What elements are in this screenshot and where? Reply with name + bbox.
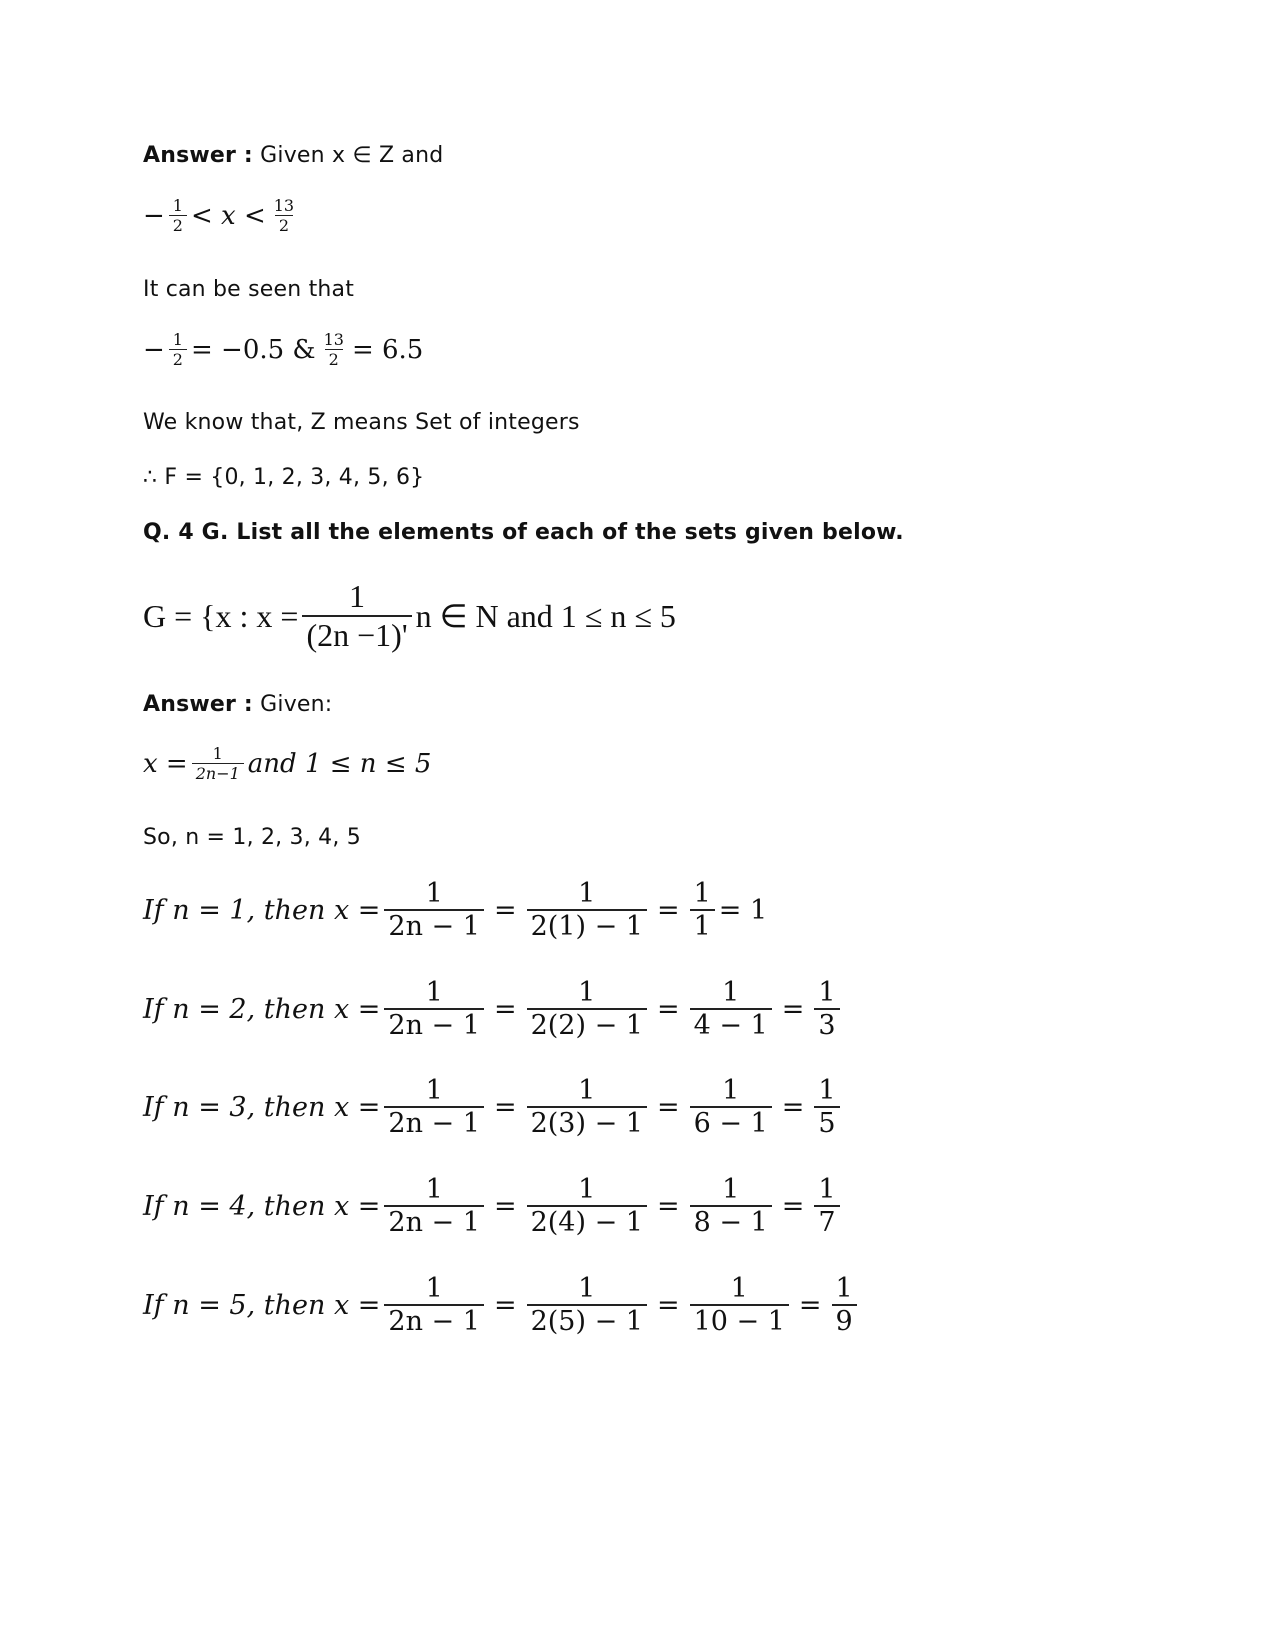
fraction bbox=[384, 878, 484, 942]
minus: − bbox=[143, 200, 165, 231]
equals-sign: = bbox=[656, 993, 680, 1025]
answer-label: Answer : bbox=[143, 143, 253, 168]
equals-sign: = bbox=[781, 993, 805, 1025]
answer-line-2 bbox=[143, 692, 332, 717]
fraction bbox=[690, 1075, 772, 1139]
fraction bbox=[270, 196, 298, 235]
question-heading: Q. 4 G. List all the elements of each of the sets given below. bbox=[143, 520, 904, 545]
num: 1 bbox=[578, 1174, 596, 1205]
fraction bbox=[384, 1075, 484, 1139]
given-formula bbox=[143, 744, 431, 783]
den: 2n − 1 bbox=[384, 909, 484, 942]
minus: − bbox=[143, 334, 165, 365]
fraction bbox=[527, 1174, 647, 1238]
equals-sign: = bbox=[493, 1190, 517, 1222]
den: 2(5) − 1 bbox=[527, 1304, 647, 1337]
den: 2n − 1 bbox=[384, 1205, 484, 1238]
seen-text: It can be seen that bbox=[143, 277, 355, 302]
fraction bbox=[527, 1273, 647, 1337]
den: 9 bbox=[832, 1304, 857, 1337]
den: 2 bbox=[325, 349, 343, 369]
inequality bbox=[143, 196, 302, 235]
num: 1 bbox=[425, 1075, 443, 1106]
computation-row bbox=[143, 1075, 844, 1139]
fraction bbox=[690, 878, 715, 942]
num: 1 bbox=[349, 578, 366, 614]
fraction bbox=[690, 977, 772, 1041]
answer-text: Given: bbox=[260, 692, 333, 717]
eval-mid: = −0.5 & bbox=[190, 334, 316, 365]
num: 1 bbox=[730, 1273, 748, 1304]
den: 7 bbox=[814, 1205, 839, 1238]
den: 6 − 1 bbox=[690, 1106, 772, 1139]
num: 1 bbox=[172, 330, 183, 349]
set-f: ∴ F = {0, 1, 2, 3, 4, 5, 6} bbox=[143, 465, 425, 490]
den: 2n−1 bbox=[192, 763, 244, 783]
den: 1 bbox=[690, 909, 715, 942]
know-text: We know that, Z means Set of integers bbox=[143, 410, 580, 435]
equals-sign: = bbox=[493, 1289, 517, 1321]
so-text: So, n = 1, 2, 3, 4, 5 bbox=[143, 825, 361, 850]
fraction bbox=[814, 1174, 839, 1238]
equals-sign: = bbox=[656, 1091, 680, 1123]
num: 1 bbox=[722, 1174, 740, 1205]
computation-row bbox=[143, 977, 844, 1041]
fraction bbox=[832, 1273, 857, 1337]
fraction bbox=[169, 196, 187, 235]
equals-sign: = bbox=[781, 1091, 805, 1123]
fraction bbox=[384, 1273, 484, 1337]
num: 1 bbox=[578, 878, 596, 909]
equals-sign: = bbox=[798, 1289, 822, 1321]
num: 1 bbox=[172, 196, 183, 215]
den: 2n − 1 bbox=[384, 1106, 484, 1139]
den: 3 bbox=[814, 1008, 839, 1041]
den: 5 bbox=[814, 1106, 839, 1139]
equals-sign: = bbox=[493, 1091, 517, 1123]
inequality-mid: < x < bbox=[190, 200, 266, 231]
num: 1 bbox=[212, 744, 223, 763]
fraction bbox=[169, 330, 187, 369]
den: 2 bbox=[169, 349, 187, 369]
fraction bbox=[320, 330, 348, 369]
den: 2n − 1 bbox=[384, 1008, 484, 1041]
den: 2(1) − 1 bbox=[527, 909, 647, 942]
den: 2(4) − 1 bbox=[527, 1205, 647, 1238]
den: 2(2) − 1 bbox=[527, 1008, 647, 1041]
computation-row bbox=[143, 878, 767, 942]
den: 8 − 1 bbox=[690, 1205, 772, 1238]
num: 13 bbox=[273, 196, 295, 215]
equals-sign: = bbox=[656, 894, 680, 926]
fraction bbox=[527, 1075, 647, 1139]
den: 4 − 1 bbox=[690, 1008, 772, 1041]
row-tail: = 1 bbox=[718, 894, 768, 926]
answer-text: Given x ∈ Z and bbox=[260, 143, 444, 168]
set-g-prefix: G = {x : x = bbox=[143, 597, 299, 634]
num: 1 bbox=[835, 1273, 853, 1304]
row-prefix: If n = 2, then x = bbox=[143, 993, 381, 1025]
num: 1 bbox=[425, 878, 443, 909]
num: 1 bbox=[578, 1075, 596, 1106]
given-prefix: x = bbox=[143, 748, 188, 779]
num: 1 bbox=[425, 1174, 443, 1205]
fraction bbox=[814, 1075, 839, 1139]
num: 1 bbox=[818, 1075, 836, 1106]
answer-label: Answer : bbox=[143, 692, 253, 717]
set-g-suffix: n ∈ N and 1 ≤ n ≤ 5 bbox=[415, 598, 676, 634]
equals-sign: = bbox=[656, 1190, 680, 1222]
den: 10 − 1 bbox=[690, 1304, 789, 1337]
evaluation bbox=[143, 330, 423, 369]
fraction bbox=[527, 977, 647, 1041]
equals-sign: = bbox=[656, 1289, 680, 1321]
den: (2n −1)' bbox=[302, 615, 411, 654]
answer-line-1 bbox=[143, 143, 443, 168]
den: 2(3) − 1 bbox=[527, 1106, 647, 1139]
num: 1 bbox=[693, 878, 711, 909]
num: 1 bbox=[722, 977, 740, 1008]
row-prefix: If n = 3, then x = bbox=[143, 1091, 381, 1123]
fraction bbox=[192, 744, 244, 783]
computation-row bbox=[143, 1174, 844, 1238]
row-prefix: If n = 5, then x = bbox=[143, 1289, 381, 1321]
fraction bbox=[302, 578, 411, 654]
den: 2n − 1 bbox=[384, 1304, 484, 1337]
num: 1 bbox=[425, 977, 443, 1008]
fraction bbox=[690, 1273, 789, 1337]
row-prefix: If n = 4, then x = bbox=[143, 1190, 381, 1222]
equals-sign: = bbox=[493, 894, 517, 926]
fraction bbox=[527, 878, 647, 942]
den: 2 bbox=[275, 215, 293, 235]
num: 1 bbox=[578, 977, 596, 1008]
equals-sign: = bbox=[493, 993, 517, 1025]
eval-end: = 6.5 bbox=[351, 334, 424, 365]
fraction bbox=[690, 1174, 772, 1238]
equals-sign: = bbox=[781, 1190, 805, 1222]
num: 1 bbox=[818, 1174, 836, 1205]
computation-row bbox=[143, 1273, 861, 1337]
num: 1 bbox=[425, 1273, 443, 1304]
num: 13 bbox=[323, 330, 344, 349]
den: 2 bbox=[169, 215, 187, 235]
num: 1 bbox=[722, 1075, 740, 1106]
fraction bbox=[814, 977, 839, 1041]
fraction bbox=[384, 1174, 484, 1238]
fraction bbox=[384, 977, 484, 1041]
set-g-definition bbox=[143, 578, 676, 654]
given-suffix: and 1 ≤ n ≤ 5 bbox=[247, 748, 432, 779]
num: 1 bbox=[578, 1273, 596, 1304]
num: 1 bbox=[818, 977, 836, 1008]
row-prefix: If n = 1, then x = bbox=[143, 894, 381, 926]
